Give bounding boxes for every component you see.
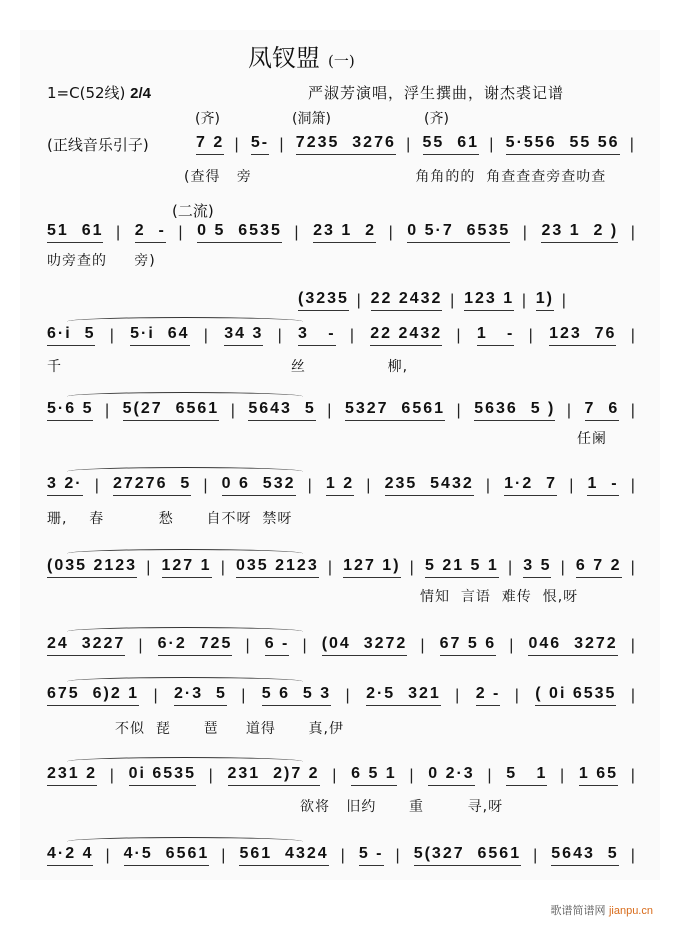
staff-row bbox=[47, 475, 637, 496]
barline: | bbox=[528, 326, 535, 344]
annotation-qi: (齐) bbox=[195, 111, 220, 127]
measure: 1·2 7 bbox=[504, 475, 557, 496]
barline: | bbox=[489, 135, 496, 153]
song-title bbox=[248, 38, 355, 73]
barline: | bbox=[245, 636, 252, 654]
barline: | bbox=[203, 326, 210, 344]
barline: | bbox=[109, 326, 116, 344]
lyric-line: 欲将 旧约 重 寻,呀 bbox=[300, 799, 504, 815]
barline: | bbox=[220, 558, 227, 576]
barline: | bbox=[406, 135, 413, 153]
measure: 0 2·3 bbox=[428, 765, 474, 786]
barline: | bbox=[630, 766, 637, 784]
barline: | bbox=[450, 291, 457, 309]
barline: | bbox=[455, 686, 462, 704]
barline: | bbox=[94, 476, 101, 494]
lyric-line: 千 丝 柳, bbox=[47, 359, 409, 375]
measure: 22 2432 bbox=[371, 290, 443, 311]
barline: | bbox=[630, 558, 637, 576]
barline: | bbox=[456, 326, 463, 344]
barline: | bbox=[630, 326, 637, 344]
barline: | bbox=[230, 401, 237, 419]
measure: 5 1 bbox=[506, 765, 547, 786]
title-part: (一) bbox=[328, 52, 355, 70]
barline: | bbox=[241, 686, 248, 704]
slur bbox=[67, 757, 303, 766]
barline: | bbox=[456, 401, 463, 419]
barline: | bbox=[366, 476, 373, 494]
lyric-line: (查得 旁 角角的的 角查查查旁查叻查 bbox=[184, 169, 607, 185]
staff-row bbox=[298, 290, 568, 311]
measure: 23 1 2 bbox=[313, 222, 376, 243]
measure: (3235 bbox=[298, 290, 349, 311]
measure: 27276 5 bbox=[113, 475, 191, 496]
lyric-line: 珊, 春 愁 自不呀 禁呀 bbox=[47, 511, 293, 527]
measure: 3 2· bbox=[47, 475, 83, 496]
barline: | bbox=[203, 476, 210, 494]
measure: 5 21 5 1 bbox=[425, 557, 499, 578]
measure: 55 61 bbox=[423, 134, 479, 155]
measure: 2 - bbox=[135, 222, 166, 243]
barline: | bbox=[104, 401, 112, 419]
barline: | bbox=[221, 846, 228, 864]
barline: | bbox=[340, 846, 347, 864]
barline: | bbox=[409, 558, 416, 576]
barline: | bbox=[514, 686, 521, 704]
measure: 6 5 1 bbox=[351, 765, 397, 786]
lyric-line: 不似 琵 琶 道得 真,伊 bbox=[115, 721, 345, 737]
measure: 561 4324 bbox=[239, 845, 328, 866]
watermark-en: jianpu.cn bbox=[608, 905, 653, 917]
slur bbox=[67, 627, 303, 636]
barline: | bbox=[630, 846, 637, 864]
barline: | bbox=[409, 766, 416, 784]
measure: 23 1 2 ) bbox=[541, 222, 618, 243]
measure: 127 1 bbox=[162, 557, 212, 578]
slur bbox=[67, 837, 303, 846]
measure: 5636 5 ) bbox=[474, 400, 555, 421]
measure: 0 5 6535 bbox=[197, 222, 282, 243]
barline: | bbox=[307, 476, 314, 494]
measure: 123 1 bbox=[464, 290, 514, 311]
barline: | bbox=[521, 291, 529, 309]
staff-row bbox=[47, 400, 637, 421]
measure: 5643 5 bbox=[248, 400, 315, 421]
time-signature: 2/4 bbox=[130, 85, 152, 102]
staff-row bbox=[47, 845, 637, 866]
barline: | bbox=[327, 401, 334, 419]
barline: | bbox=[146, 558, 153, 576]
lyric-line: 情知 言语 难传 恨,呀 bbox=[420, 589, 579, 605]
lyric-line: 任阑 bbox=[577, 431, 607, 447]
measure: 6 7 2 bbox=[576, 557, 622, 578]
annotation-erliu: (二流) bbox=[172, 202, 214, 220]
measure: 1 2 bbox=[326, 475, 354, 496]
measure: 123 76 bbox=[549, 325, 616, 346]
barline: | bbox=[560, 558, 567, 576]
title-text: 凤钗盟 bbox=[248, 44, 320, 72]
barline: | bbox=[569, 476, 576, 494]
measure: 2 - bbox=[476, 685, 501, 706]
barline: | bbox=[349, 326, 357, 344]
barline: | bbox=[561, 291, 568, 309]
measure: 67 5 6 bbox=[440, 635, 496, 656]
slur bbox=[67, 677, 303, 686]
annotation-dongxiao: (洞箫) bbox=[292, 111, 331, 127]
staff-row bbox=[47, 557, 637, 578]
measure: 5 6 5 3 bbox=[262, 685, 331, 706]
measure: 5(327 6561 bbox=[414, 845, 521, 866]
measure: 046 3272 bbox=[528, 635, 617, 656]
annotation-intro: (正线音乐引子) bbox=[47, 136, 149, 154]
annotation-qi-2: (齐) bbox=[424, 111, 449, 127]
barline: | bbox=[105, 846, 112, 864]
barline: | bbox=[279, 135, 286, 153]
key-signature bbox=[47, 82, 151, 103]
measure: 7 2 bbox=[196, 134, 224, 155]
measure: 1 - bbox=[477, 325, 515, 346]
measure: 1 65 bbox=[579, 765, 618, 786]
measure: 5·i 64 bbox=[130, 325, 189, 346]
measure: 24 3227 bbox=[47, 635, 125, 656]
measure: 22 2432 bbox=[370, 325, 442, 346]
barline: | bbox=[138, 636, 145, 654]
measure: 5(27 6561 bbox=[123, 400, 220, 421]
staff-row bbox=[47, 325, 637, 346]
barline: | bbox=[356, 291, 363, 309]
measure: 7235 3276 bbox=[296, 134, 396, 155]
barline: | bbox=[509, 636, 516, 654]
measure: 231 2)7 2 bbox=[228, 765, 320, 786]
slur bbox=[67, 467, 303, 476]
barline: | bbox=[302, 636, 309, 654]
barline: | bbox=[178, 223, 185, 241]
watermark bbox=[550, 902, 653, 918]
measure: 51 61 bbox=[47, 222, 103, 243]
measure: 675 6)2 1 bbox=[47, 685, 139, 706]
slur bbox=[67, 549, 303, 558]
barline: | bbox=[533, 846, 540, 864]
measure: 2·5 321 bbox=[366, 685, 441, 706]
barline: | bbox=[234, 135, 241, 153]
measure: 6·i 5 bbox=[47, 325, 95, 346]
measure: 5 - bbox=[359, 845, 384, 866]
lyric-line: 叻旁查的 旁) bbox=[47, 253, 156, 269]
measure: (035 2123 bbox=[47, 557, 137, 578]
barline: | bbox=[630, 223, 637, 241]
barline: | bbox=[332, 766, 339, 784]
measure: 6 - bbox=[265, 635, 290, 656]
measure: 0 5·7 6535 bbox=[407, 222, 510, 243]
measure: 5·6 5 bbox=[47, 400, 93, 421]
barline: | bbox=[630, 636, 637, 654]
measure: 1 - bbox=[587, 475, 618, 496]
barline: | bbox=[629, 135, 636, 153]
barline: | bbox=[566, 401, 574, 419]
measure: 127 1) bbox=[343, 557, 400, 578]
measure: 34 3 bbox=[224, 325, 263, 346]
measure: 7 6 bbox=[585, 400, 620, 421]
credits: 严淑芳演唱，浮生撰曲，谢杰裘记谱 bbox=[308, 84, 565, 102]
watermark-cn: 歌谱简谱网 bbox=[550, 905, 606, 917]
barline: | bbox=[277, 326, 284, 344]
barline: | bbox=[116, 223, 123, 241]
staff-row bbox=[47, 222, 637, 243]
barline: | bbox=[345, 686, 352, 704]
measure: 0i 6535 bbox=[129, 765, 196, 786]
measure: 5643 5 bbox=[551, 845, 618, 866]
barline: | bbox=[294, 223, 301, 241]
barline: | bbox=[208, 766, 215, 784]
measure: 5- bbox=[251, 134, 269, 155]
measure: 3 - bbox=[298, 325, 336, 346]
measure: 1) bbox=[536, 290, 554, 311]
score-sheet bbox=[20, 30, 660, 880]
barline: | bbox=[487, 766, 494, 784]
slur bbox=[67, 317, 303, 326]
barline: | bbox=[388, 223, 395, 241]
barline: | bbox=[630, 476, 637, 494]
barline: | bbox=[109, 766, 116, 784]
measure: 6·2 725 bbox=[158, 635, 233, 656]
measure: 4·5 6561 bbox=[124, 845, 210, 866]
staff-row bbox=[196, 134, 636, 155]
measure: 0 6 532 bbox=[222, 475, 296, 496]
staff-row bbox=[47, 685, 637, 706]
barline: | bbox=[560, 766, 567, 784]
barline: | bbox=[630, 401, 637, 419]
measure: 5327 6561 bbox=[345, 400, 445, 421]
barline: | bbox=[153, 686, 160, 704]
measure: 035 2123 bbox=[236, 557, 319, 578]
barline: | bbox=[420, 636, 427, 654]
barline: | bbox=[485, 476, 493, 494]
key-text: 1=C(52线) bbox=[47, 84, 126, 102]
barline: | bbox=[327, 558, 335, 576]
measure: 231 2 bbox=[47, 765, 97, 786]
measure: 2·3 5 bbox=[174, 685, 227, 706]
measure: (04 3272 bbox=[322, 635, 408, 656]
barline: | bbox=[507, 558, 515, 576]
barline: | bbox=[630, 686, 637, 704]
measure: ( 0i 6535 bbox=[535, 685, 616, 706]
barline: | bbox=[522, 223, 529, 241]
barline: | bbox=[395, 846, 402, 864]
measure: 5·556 55 56 bbox=[506, 134, 620, 155]
slur bbox=[67, 392, 303, 401]
measure: 235 5432 bbox=[385, 475, 474, 496]
measure: 4·2 4 bbox=[47, 845, 93, 866]
staff-row bbox=[47, 635, 637, 656]
staff-row bbox=[47, 765, 637, 786]
measure: 3 5 bbox=[523, 557, 551, 578]
